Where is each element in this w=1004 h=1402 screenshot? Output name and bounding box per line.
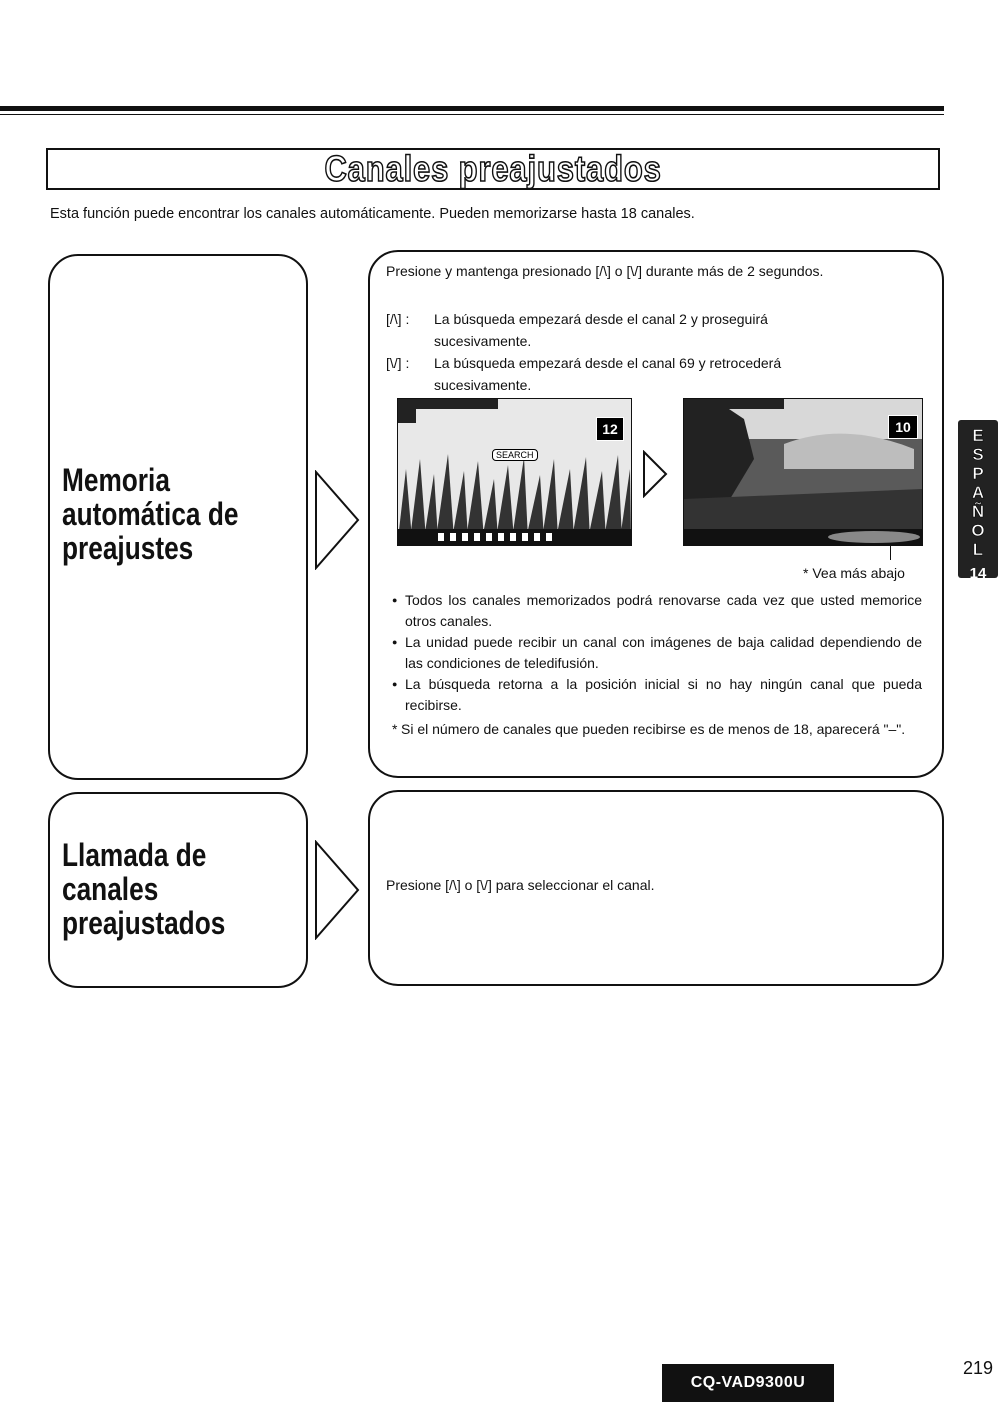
auto-memory-title-line-3: preajustes	[62, 530, 194, 566]
auto-memory-title	[62, 463, 308, 565]
side-tab-letter: O	[971, 521, 985, 540]
up-key-description: La búsqueda empezará desde el canal 2 y proseguirá sucesivamente.	[434, 311, 768, 349]
down-key-label: [\/] :	[386, 355, 410, 371]
section-title: Canales preajustados	[324, 148, 662, 189]
see-below-note: * Vea más abajo	[803, 565, 905, 581]
pointer-arrow-icon	[314, 840, 360, 940]
next-arrow-icon	[642, 450, 668, 498]
search-indicator: SEARCH	[492, 449, 538, 461]
side-tab-letter: E	[972, 426, 984, 445]
channel-badge: 12	[596, 417, 624, 441]
top-rule	[0, 106, 944, 111]
section-title-box	[46, 148, 940, 190]
recall-title-line-1: Llamada de	[62, 837, 207, 873]
list-item: ● Todos los canales memorizados podrá renovarse cada vez que usted memorice otros canales.	[392, 590, 922, 632]
mountain-scene-image	[684, 399, 922, 545]
tv-screen-searching	[397, 398, 632, 546]
side-tab-letter: P	[972, 464, 984, 483]
side-tab-letter: S	[972, 445, 984, 464]
list-item: ● La búsqueda retorna a la posición inicial si no hay ningún canal que pueda recibirse.	[392, 674, 922, 716]
top-rule-thin	[0, 114, 944, 115]
language-side-tab	[958, 420, 998, 582]
list-item: ● La unidad puede recibir un canal con imágenes de baja calidad dependiendo de las condiciones de teledifusión.	[392, 632, 922, 674]
auto-memory-title-line-1: Memoria	[62, 462, 170, 498]
pointer-arrow-icon	[314, 470, 360, 570]
footnote-pointer-line	[890, 546, 891, 560]
side-tab-number: 14	[969, 565, 987, 582]
up-key-label: [/\] :	[386, 311, 410, 327]
side-tab-letter: Ñ	[971, 502, 985, 521]
model-badge: CQ-VAD9300U	[662, 1364, 834, 1402]
down-key-description: La búsqueda empezará desde el canal 69 y retrocederá sucesivamente.	[434, 355, 782, 393]
footnote: * Si el número de canales que pueden recibirse es de menos de 18, aparecerá "–".	[392, 719, 922, 740]
tv-screen-found	[683, 398, 923, 546]
press-hold-instruction: Presione y mantenga presionado [/\] o [\/] durante más de 2 segundos.	[386, 263, 824, 279]
intro-text: Esta función puede encontrar los canales automáticamente. Pueden memorizarse hasta 18 canales.	[50, 206, 695, 222]
recall-instruction: Presione [/\] o [\/] para seleccionar el canal.	[386, 877, 655, 893]
recall-title-line-3: preajustados	[62, 905, 226, 941]
page-number: 219	[963, 1358, 994, 1378]
channel-badge: 10	[888, 415, 918, 439]
side-tab-letter: L	[972, 540, 984, 559]
notes-list	[392, 590, 922, 740]
recall-title-line-2: canales	[62, 871, 159, 907]
side-tab-letter: A	[971, 483, 985, 502]
auto-memory-title-line-2: automática de	[62, 496, 239, 532]
recall-title	[62, 838, 308, 940]
